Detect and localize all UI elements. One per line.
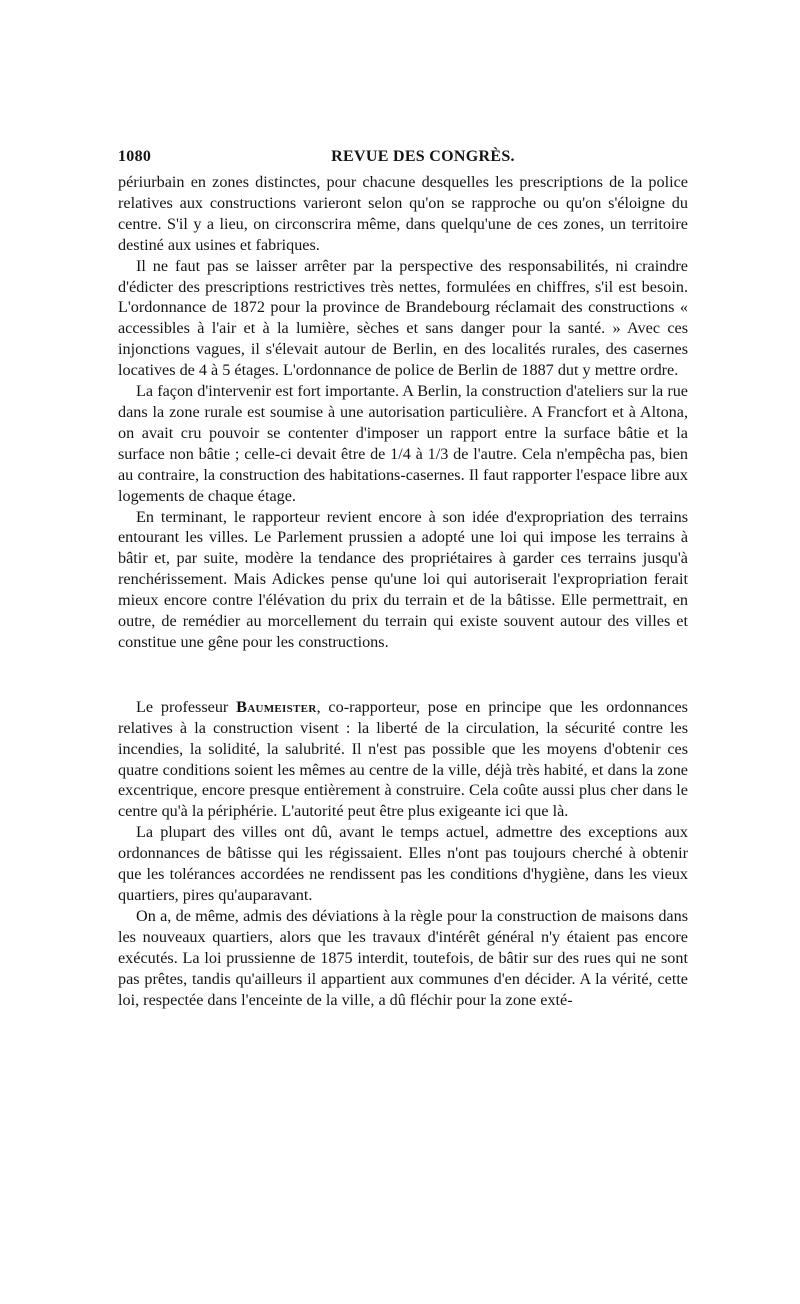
paragraph: On a, de même, admis des déviations à la règle pour la construction de maisons dans les nouveaux quartiers, alors que les travaux d'intérêt général n'y étaient pas encore exécutés. La loi prussienne de 1875 interdit, toutefois, de bâtir sur des rues qui ne sont pas prêtes, tandis qu'ailleurs il appartient aux communes d'en décider. A la vérité, cette loi, respectée dans l'enceinte de la ville, a dû fléchir pour la zone exté- [118, 906, 688, 1009]
page-number: 1080 [118, 148, 152, 165]
paragraph: Il ne faut pas se laisser arrêter par la perspective des responsabilités, ni craindre d'édicter des prescriptions restrictives très nettes, formulées en chiffres, s'il est besoin. L'ordonnance de 1872 pour la province de Brandebourg réclamait des constructions « accessibles à l'air et à la lumière, sèches et sans danger pour la santé. » Avec ces injonctions vagues, il s'élevait autour de Berlin, en des localités rurales, des casernes locatives de 4 à 5 étages. L'ordonnance de police de Berlin de 1887 dut y mettre ordre. [118, 256, 688, 380]
section-adickes [118, 172, 688, 653]
book-page [118, 148, 688, 1010]
paragraph-lead-text: Le professeur [136, 697, 237, 716]
section-break [118, 653, 688, 697]
paragraph: La façon d'intervenir est fort importante. A Berlin, la construction d'ateliers sur la rue dans la zone rurale est soumise à une autorisation particulière. A Francfort et à Altona, on avait cru pouvoir se contenter d'imposer un rapport entre la surface bâtie et la surface non bâtie ; celle-ci devait être de 1/4 à 1/3 de l'autre. Cela n'empêcha pas, bien au contraire, la construction des habitations-casernes. Il faut rapporter l'espace libre aux logements de chaque étage. [118, 382, 688, 505]
paragraph-text: , co-rapporteur, pose en principe que les ordonnances relatives à la construction visent : la liberté de la circulation, la sécurité contre les incendies, la solidité, la salubrité. Il n'est pas possible que les moyens d'obtenir ces quatre conditions soient les mêmes au centre de la ville, déjà très habité, et dans la zone excentrique, encore presque entièrement à construire. Cela coûte aussi plus cher dans le centre qu'à la périphérie. L'autorité peut être plus exigeante ici que là. [118, 697, 688, 821]
author-name-baumeister: Baumeister [236, 697, 317, 716]
running-head [118, 148, 688, 172]
paragraph: En terminant, le rapporteur revient encore à son idée d'expropriation des terrains entourant les villes. Le Parlement prussien a adopté une loi qui impose les terrains à bâtir et, par suite, modère la tendance des propriétaires à garder ces terrains jusqu'à renchérissement. Mais Adickes pense qu'une loi qui autoriserait l'expropriation ferait mieux encore contre l'élévation du prix du terrain et de la bâtisse. Elle permettrait, en outre, de remédier au morcellement du terrain qui existe souvent autour des villes et constitue une gêne pour les constructions. [118, 507, 688, 651]
paragraph-baumeister-intro [118, 697, 688, 822]
paragraph-continued: périurbain en zones distinctes, pour chacune desquelles les prescriptions de la police relatives aux constructions varieront selon qu'on se rapproche ou qu'on s'éloigne du centre. S'il y a lieu, on circonscrira même, dans quelqu'une de ces zones, un territoire destiné aux usines et fabriques. [118, 173, 688, 254]
paragraph: La plupart des villes ont dû, avant le temps actuel, admettre des exceptions aux ordonnances de bâtisse qui les régissaient. Elles n'ont pas toujours cherché à obtenir que les tolérances accordées ne rendissent pas les conditions d'hygiène, dans les vieux quartiers, pires qu'auparavant. [118, 823, 688, 904]
section-baumeister [118, 697, 688, 1011]
running-title: REVUE DES CONGRÈS. [331, 148, 515, 165]
